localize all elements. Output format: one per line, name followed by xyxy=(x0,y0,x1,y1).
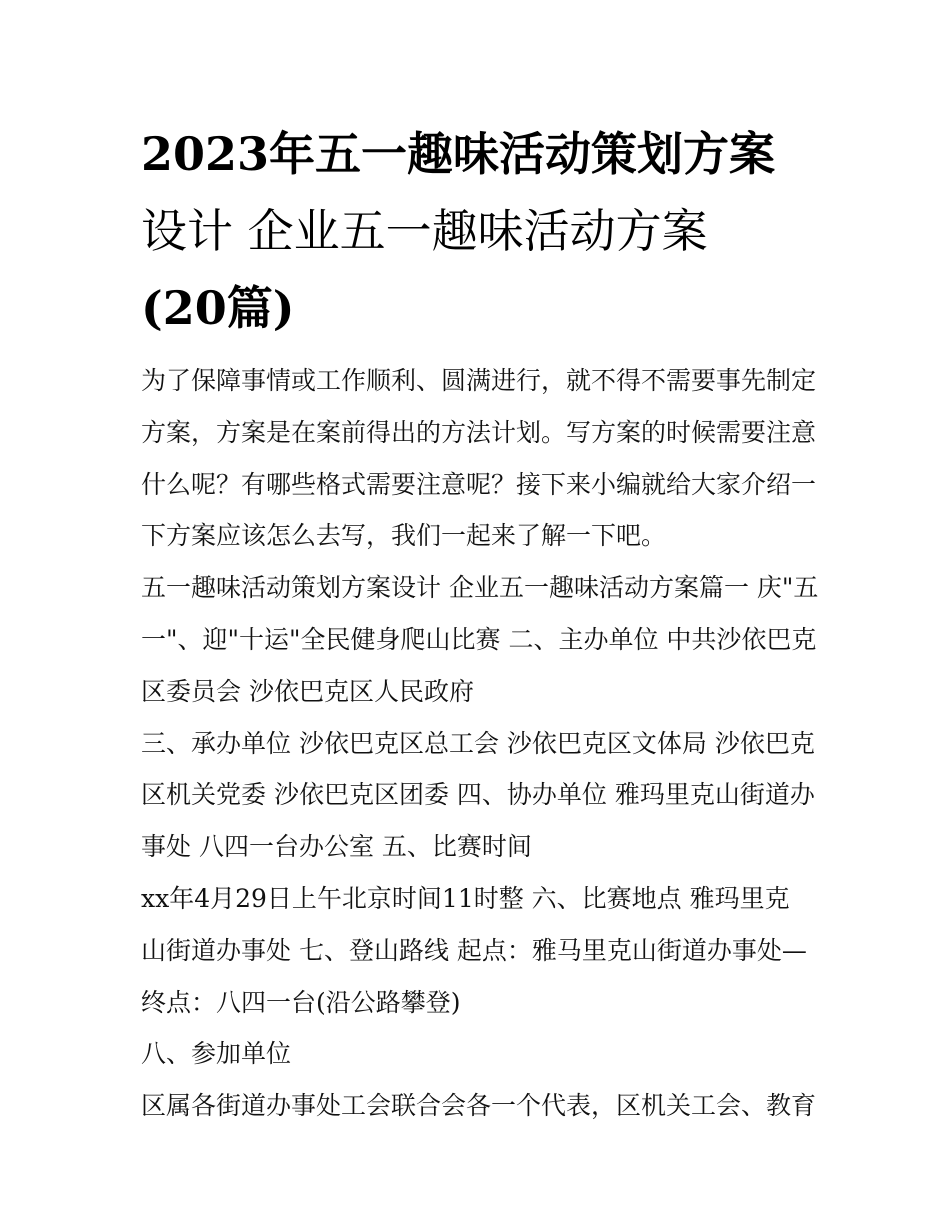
body-line: 五一趣味活动策划方案设计 企业五一趣味活动方案篇一 庆"五 xyxy=(141,573,819,603)
body-line: 区委员会 沙依巴克区人民政府 xyxy=(141,676,474,706)
body-line: 为了保障事情或工作顺利、圆满进行，就不得不需要事先制定 xyxy=(141,366,817,395)
title-line-1: 2023年五一趣味活动策划方案 xyxy=(141,127,776,181)
body-line: 终点：八四一台(沿公路攀登) xyxy=(141,987,461,1017)
title-line-3: (20篇) xyxy=(141,281,295,335)
document-body xyxy=(141,355,821,1132)
body-line: 下方案应该怎么去写，我们一起来了解一下吧。 xyxy=(141,521,667,551)
title-line-2: 设计 企业五一趣味活动方案 xyxy=(141,204,708,258)
body-line: xx年4月29日上午北京时间11时整 六、比赛地点 雅玛里克 xyxy=(141,883,790,913)
body-line: 山街道办事处 七、登山路线 起点：雅马里克山街道办事处— xyxy=(141,935,807,965)
body-line: 方案，方案是在案前得出的方法计划。写方案的时候需要注意 xyxy=(141,417,817,447)
body-line: 区属各街道办事处工会联合会各一个代表，区机关工会、教育 xyxy=(141,1091,817,1121)
body-line: 一"、迎"十运"全民健身爬山比赛 二、主办单位 中共沙依巴克 xyxy=(141,624,817,654)
body-line: 八、参加单位 xyxy=(141,1039,292,1069)
document-title xyxy=(141,116,821,347)
body-line: 什么呢？有哪些格式需要注意呢？接下来小编就给大家介绍一 xyxy=(141,469,817,499)
body-line: 三、承办单位 沙依巴克区总工会 沙依巴克区文体局 沙依巴克 xyxy=(141,728,815,758)
body-line: 区机关党委 沙依巴克区团委 四、协办单位 雅玛里克山街道办 xyxy=(141,780,815,810)
body-line: 事处 八四一台办公室 五、比赛时间 xyxy=(141,832,532,862)
